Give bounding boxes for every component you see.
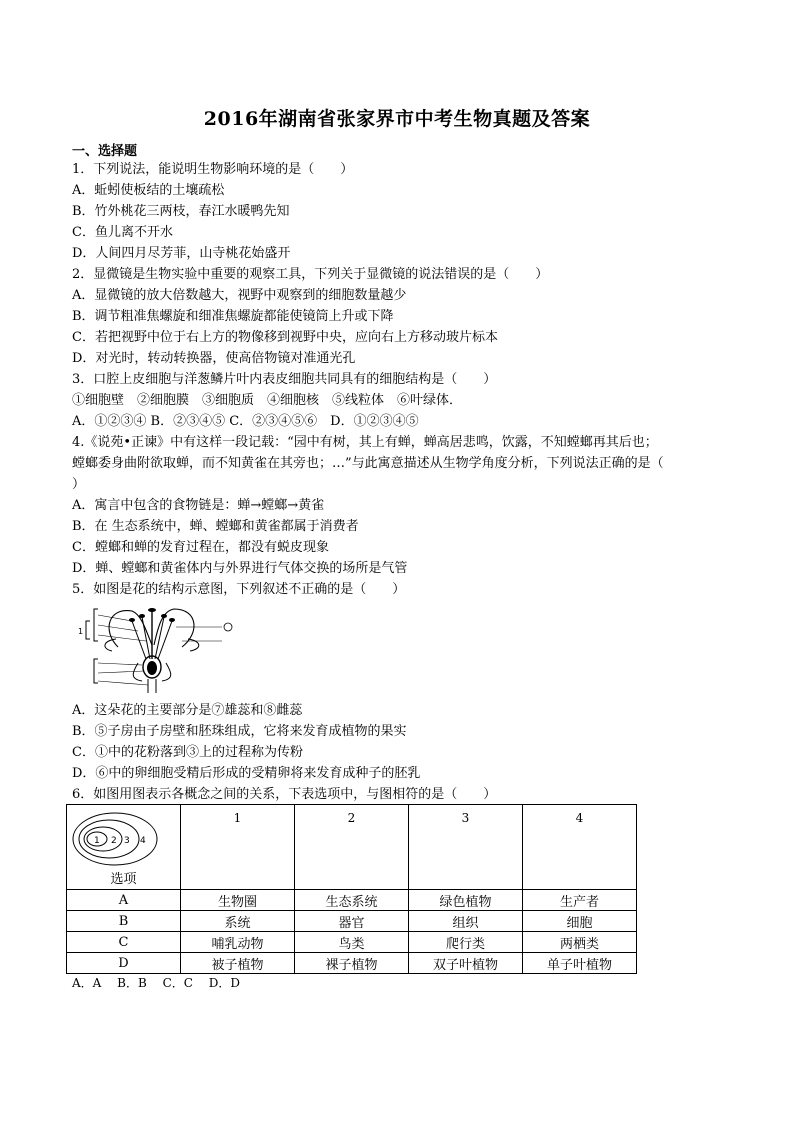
table-cell: 裸子植物	[295, 953, 409, 974]
text-line: D．人间四月尽芳菲，山寺桃花始盛开	[72, 246, 291, 261]
table-row	[67, 953, 637, 974]
table-cell: 两栖类	[523, 932, 637, 953]
table-cell: 生产者	[523, 890, 637, 911]
text-line: B．在 生态系统中，蝉、螳螂和黄雀都属于消费者	[72, 519, 359, 534]
option-cell: A	[67, 890, 181, 911]
options-label: 选项	[110, 872, 137, 887]
text-line: 1．下列说法，能说明生物影响环境的是（ ）	[72, 162, 354, 177]
text-line: D．蝉、螳螂和黄雀体内与外界进行气体交换的场所是气管	[72, 561, 408, 576]
page-title: 2016年湖南省张家界市中考生物真题及答案	[203, 108, 591, 130]
column-header-3: 3	[409, 805, 523, 890]
text-line: A．显微镜的放大倍数越大，视野中观察到的细胞数量越少	[72, 288, 407, 303]
text-line: A．这朵花的主要部分是⑦雄蕊和⑧雌蕊	[72, 703, 303, 718]
question-lines-bottom	[72, 700, 732, 805]
answer-options: A．A B．B C．C D．D	[72, 976, 241, 990]
table-row	[67, 890, 637, 911]
table-cell: 被子植物	[181, 953, 295, 974]
column-header-1: 1	[181, 805, 295, 890]
figure-number-4: 4	[140, 836, 146, 846]
table-cell: 组织	[409, 911, 523, 932]
text-line: 2．显微镜是生物实验中重要的观察工具，下列关于显微镜的说法错误的是（ ）	[72, 267, 549, 282]
text-line: 5．如图是花的结构示意图，下列叙述不正确的是（ ）	[72, 582, 406, 597]
text-line: C．若把视野中位于右上方的物像移到视野中央，应向右上方移动玻片标本	[72, 330, 498, 345]
flower-structure-figure	[72, 601, 237, 693]
text-line: D．⑥中的卵细胞受精后形成的受精卵将来发育成种子的胚乳	[72, 766, 421, 781]
text-line: C．螳螂和蝉的发育过程在，都没有蜕皮现象	[72, 540, 329, 555]
section-heading: 一、选择题	[72, 144, 138, 159]
table-cell: 爬行类	[409, 932, 523, 953]
table-cell: 哺乳动物	[181, 932, 295, 953]
text-line: C．鱼儿离不开水	[72, 225, 173, 240]
column-header-2: 2	[295, 805, 409, 890]
text-line: 3．口腔上皮细胞与洋葱鳞片叶内表皮细胞共同具有的细胞结构是（ ）	[72, 372, 497, 387]
text-line: 4.《说苑•正谏》中有这样一段记载：“园中有树，其上有蝉，蝉高居悲鸣，饮露，不知螳螂再其后也；	[72, 435, 658, 450]
option-cell: D	[67, 953, 181, 974]
table-cell: 单子叶植物	[523, 953, 637, 974]
figure-number-2: 2	[111, 836, 117, 846]
text-line: ）	[72, 477, 86, 492]
table-corner-cell	[67, 805, 181, 890]
text-line: C．①中的花粉落到③上的过程称为传粉	[72, 745, 303, 760]
table-cell: 生态系统	[295, 890, 409, 911]
question-lines-top	[72, 159, 732, 600]
figure-number-3: 3	[124, 836, 130, 846]
table-cell: 双子叶植物	[409, 953, 523, 974]
nested-ellipses-figure	[71, 809, 159, 869]
table-row	[67, 932, 637, 953]
concept-relationship-table	[66, 804, 637, 974]
text-line: B．调节粗准焦螺旋和细准焦螺旋都能使镜筒上升或下降	[72, 309, 394, 324]
option-cell: B	[67, 911, 181, 932]
figure-label-1: 1	[78, 627, 84, 636]
table-row	[67, 911, 637, 932]
text-line: 6．如图用图表示各概念之间的关系，下表选项中，与图相符的是（ ）	[72, 787, 497, 802]
table-cell: 器官	[295, 911, 409, 932]
text-line: D．对光时，转动转换器，使高倍物镜对准通光孔	[72, 351, 356, 366]
text-line: B．⑤子房由子房壁和胚珠组成，它将来发育成植物的果实	[72, 724, 407, 739]
text-line: A．蚯蚓使板结的土壤疏松	[72, 183, 225, 198]
table-cell: 绿色植物	[409, 890, 523, 911]
figure-number-1: 1	[94, 836, 100, 846]
table-cell: 细胞	[523, 911, 637, 932]
column-header-4: 4	[523, 805, 637, 890]
text-line: A．寓言中包含的食物链是：蝉→螳螂→黄雀	[72, 498, 325, 513]
text-line: A．①②③④ B．②③④⑤ C．②③④⑤⑥ D．①②③④⑤	[72, 414, 419, 429]
text-line: 螳螂委身曲附欲取蝉，而不知黄雀在其旁也；…”与此寓意描述从生物学角度分析，下列说法正确的是（	[72, 456, 664, 471]
text-line: B．竹外桃花三两枝，春江水暖鸭先知	[72, 204, 290, 219]
text-line: ①细胞壁 ②细胞膜 ③细胞质 ④细胞核 ⑤线粒体 ⑥叶绿体．	[72, 393, 463, 408]
option-cell: C	[67, 932, 181, 953]
table-cell: 鸟类	[295, 932, 409, 953]
table-header-row	[67, 805, 637, 890]
table-cell: 系统	[181, 911, 295, 932]
table-cell: 生物圈	[181, 890, 295, 911]
